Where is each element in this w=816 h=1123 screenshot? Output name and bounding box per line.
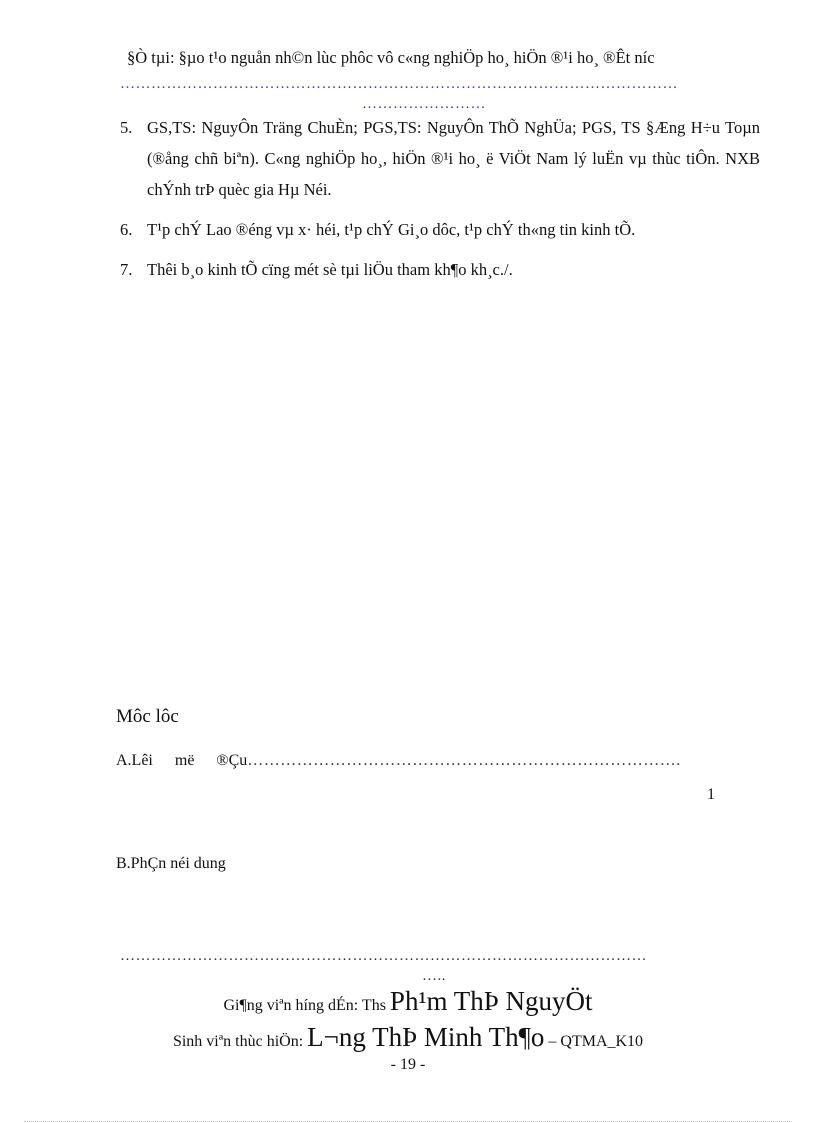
toc-entry-intro (116, 752, 681, 770)
student-class: – QTMA_K10 (548, 1033, 644, 1050)
reference-text: Thêi b¸o kinh tÕ cïng mét sè tµi liÖu tham kh¶o kh¸c./. (147, 260, 513, 279)
toc-entry-content: B.PhÇn néi dung (116, 855, 226, 872)
toc-entry-page-number: 1 (707, 786, 715, 803)
footer-dots-line-2: ….. (422, 968, 446, 984)
advisor-name: Ph¹m ThÞ NguyÖt (389, 986, 593, 1016)
toc-entry-word: ®Çu (216, 752, 248, 769)
reference-number: 7. (120, 260, 133, 279)
reference-text: T¹p chÝ Lao ®éng vµ x· héi, t¹p chÝ Gi¸o dôc, t¹p chÝ th«ng tin kinh tÕ. (147, 220, 636, 239)
page-bottom-divider (24, 1121, 792, 1122)
advisor-line (0, 986, 816, 1017)
reference-list (120, 112, 760, 285)
toc-title: Môc lôc (116, 706, 179, 727)
reference-item (120, 254, 760, 285)
reference-number: 5. (120, 118, 133, 137)
toc-entry-word: A.Lêi (116, 752, 153, 769)
topic-dots-line-1: ……………………………………………………………………………………………… (120, 76, 678, 92)
toc-entry-word: më (174, 752, 195, 769)
student-name: L¬ng ThÞ Minh Th¶o (307, 1022, 545, 1052)
student-label: Sinh viªn thùc hiÖn: (172, 1033, 304, 1050)
footer-dots-line-1: ………………………………………………………………………………………… (120, 948, 647, 964)
reference-item (120, 112, 760, 205)
page-number: - 19 - (390, 1056, 426, 1073)
reference-item (120, 214, 760, 245)
reference-text: GS,TS: NguyÔn Träng ChuÈn; PGS,TS: NguyÔn ThÕ NghÜa; PGS, TS §Æng H÷u Toµn (®ång chñ biªn). C«ng nghiÖp ho¸, hiÖn ®¹i ho¸ ë ViÖt Nam lý luËn vµ thùc tiÔn. NXB chÝnh trÞ quèc gia Hµ Néi. (147, 118, 760, 199)
reference-number: 6. (120, 220, 133, 239)
toc-entry-leader: ……………………………………………………………………. (247, 752, 681, 769)
topic-line: §Ò tµi: §µo t¹o nguån nh©n lùc phôc vô c«ng nghiÖp ho¸ hiÖn ®¹i ho¸ ®Êt níc (127, 48, 655, 67)
student-line (0, 1022, 816, 1053)
advisor-label: Gi¶ng viªn híng dÉn: Ths (223, 997, 386, 1014)
topic-dots-line-2: …………………… (362, 96, 486, 112)
